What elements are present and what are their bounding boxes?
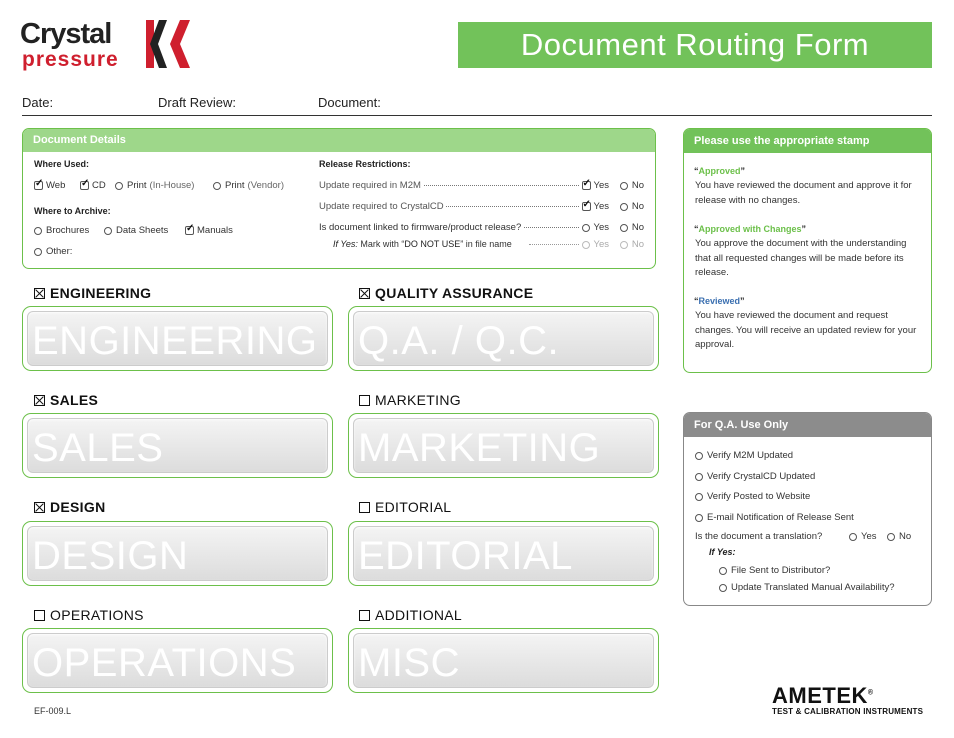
checkbox-checked-icon[interactable]	[582, 181, 591, 190]
qa-translation-no[interactable]: No	[887, 531, 911, 542]
page-title: Document Routing Form	[458, 22, 932, 68]
where-used-print-vendor[interactable]: Print (Vendor)	[213, 180, 284, 191]
release-m2m-yes[interactable]: ✓ Yes	[579, 180, 610, 191]
dept-label-sales[interactable]: SALES	[34, 392, 98, 408]
radio-icon[interactable]	[620, 224, 628, 232]
dept-stamp-qa[interactable]	[348, 306, 659, 371]
radio-icon[interactable]	[695, 493, 703, 501]
dept-watermark: SALES	[32, 426, 164, 470]
qa-panel	[683, 412, 932, 606]
radio-icon[interactable]	[719, 584, 727, 592]
release-ifyes-no[interactable]: No	[620, 239, 644, 250]
qa-update-translated-manual[interactable]: Update Translated Manual Availability?	[719, 582, 895, 593]
dept-stamp-misc[interactable]	[348, 628, 659, 693]
stamp-approved-changes-desc: You approve the document with the understanding that all requested changes will be made before its release.	[695, 238, 907, 278]
radio-icon[interactable]	[34, 227, 42, 235]
radio-icon[interactable]	[34, 248, 42, 256]
document-details-heading: Document Details	[23, 129, 655, 152]
dept-stamp-marketing[interactable]	[348, 413, 659, 478]
ametek-tagline: TEST & CALIBRATION INSTRUMENTS	[772, 707, 924, 716]
release-crystalcd-no[interactable]: No	[620, 201, 644, 212]
checkbox-checked-icon[interactable]	[80, 181, 89, 190]
logo-word-pressure: pressure	[22, 48, 119, 71]
archive-other[interactable]: Other:	[34, 246, 72, 257]
stamp-reviewed-name: “Reviewed”	[694, 296, 745, 306]
stamp-panel	[683, 128, 932, 373]
qa-verify-website[interactable]: Verify Posted to Website	[695, 491, 810, 502]
dept-label-design[interactable]: DESIGN	[34, 499, 105, 515]
form-code: EF-009.L	[34, 706, 72, 716]
qa-translation-yes[interactable]: Yes	[849, 531, 877, 542]
checkbox-x-icon[interactable]	[34, 502, 45, 513]
checkbox-checked-icon[interactable]	[34, 181, 43, 190]
release-firmware-no[interactable]: No	[620, 222, 644, 233]
release-row-if-yes: If Yes: Mark with “DO NOT USE” in file name Yes No	[333, 239, 644, 250]
checkbox-empty-icon[interactable]	[359, 395, 370, 406]
radio-icon[interactable]	[887, 533, 895, 541]
stamp-approved-name: “Approved”	[694, 166, 746, 176]
where-used-label: Where Used:	[34, 159, 90, 169]
radio-icon[interactable]	[620, 182, 628, 190]
qa-email-notification[interactable]: E-mail Notification of Release Sent	[695, 512, 854, 523]
checkbox-x-icon[interactable]	[359, 288, 370, 299]
release-row-m2m: Update required in M2M ✓ Yes No	[319, 180, 649, 194]
radio-icon[interactable]	[115, 182, 123, 190]
dept-watermark: DESIGN	[32, 534, 189, 578]
checkbox-x-icon[interactable]	[34, 395, 45, 406]
qa-heading: For Q.A. Use Only	[684, 413, 931, 437]
radio-icon[interactable]	[695, 452, 703, 460]
dept-watermark: Q.A. / Q.C.	[358, 319, 560, 363]
dept-stamp-operations[interactable]	[22, 628, 333, 693]
date-label: Date:	[22, 95, 54, 110]
checkbox-empty-icon[interactable]	[359, 502, 370, 513]
where-to-archive-label: Where to Archive:	[34, 206, 111, 216]
dept-stamp-sales[interactable]	[22, 413, 333, 478]
ametek-wordmark: AMETEK	[772, 683, 868, 708]
checkbox-empty-icon[interactable]	[34, 610, 45, 621]
dept-stamp-editorial[interactable]	[348, 521, 659, 586]
release-row-firmware: Is document linked to firmware/product release? Yes No	[319, 222, 644, 233]
release-ifyes-yes[interactable]: Yes	[579, 239, 610, 250]
radio-icon[interactable]	[582, 241, 590, 249]
dept-watermark: MISC	[358, 641, 460, 685]
crystal-pressure-logo	[20, 18, 175, 73]
logo-word-crystal: Crystal	[20, 18, 112, 50]
where-used-print-inhouse[interactable]: Print (In-House)	[115, 180, 194, 191]
dept-watermark: MARKETING	[358, 426, 601, 470]
checkbox-x-icon[interactable]	[34, 288, 45, 299]
archive-manuals[interactable]: ✓ Manuals	[185, 225, 233, 236]
radio-icon[interactable]	[695, 473, 703, 481]
logo-chevron-icon	[146, 20, 192, 68]
archive-brochures[interactable]: Brochures	[34, 225, 89, 236]
release-crystalcd-yes[interactable]: ✓ Yes	[579, 201, 610, 212]
release-restrictions-label: Release Restrictions:	[319, 159, 411, 169]
dept-label-quality-assurance[interactable]: QUALITY ASSURANCE	[359, 285, 533, 301]
dept-label-marketing[interactable]: MARKETING	[359, 392, 461, 408]
qa-file-sent-distributor[interactable]: File Sent to Distributor?	[719, 565, 830, 576]
dept-label-operations[interactable]: OPERATIONS	[34, 607, 144, 623]
ametek-logo: AMETEK® TEST & CALIBRATION INSTRUMENTS	[772, 683, 934, 716]
draft-review-label: Draft Review:	[158, 95, 237, 110]
release-m2m-no[interactable]: No	[620, 180, 644, 191]
dept-stamp-design[interactable]	[22, 521, 333, 586]
document-details-panel	[22, 128, 656, 269]
radio-icon[interactable]	[582, 224, 590, 232]
qa-if-yes: If Yes:	[709, 547, 736, 557]
archive-data-sheets[interactable]: Data Sheets	[104, 225, 168, 236]
where-used-cd[interactable]: ✓ CD	[80, 180, 106, 191]
release-row-crystalcd: Update required to CrystalCD ✓ Yes No	[319, 201, 649, 215]
dept-label-additional[interactable]: ADDITIONAL	[359, 607, 462, 623]
radio-icon[interactable]	[213, 182, 221, 190]
document-label: Document:	[318, 95, 381, 110]
qa-verify-m2m[interactable]: Verify M2M Updated	[695, 450, 793, 461]
qa-verify-crystalcd[interactable]: Verify CrystalCD Updated	[695, 471, 815, 482]
radio-icon[interactable]	[849, 533, 857, 541]
stamp-heading: Please use the appropriate stamp	[684, 129, 931, 153]
checkbox-empty-icon[interactable]	[359, 610, 370, 621]
dotted-leader	[529, 244, 579, 245]
dept-watermark: EDITORIAL	[358, 534, 573, 578]
qa-translation-question: Is the document a translation?	[695, 531, 823, 542]
radio-icon[interactable]	[695, 514, 703, 522]
stamp-approved-desc: You have reviewed the document and approve it for release with no changes.	[695, 180, 912, 206]
radio-icon[interactable]	[620, 241, 628, 249]
radio-icon[interactable]	[104, 227, 112, 235]
radio-icon[interactable]	[620, 203, 628, 211]
where-used-web[interactable]: ✓ Web	[34, 180, 65, 191]
dept-watermark: ENGINEERING	[32, 319, 318, 363]
checkbox-checked-icon[interactable]	[185, 226, 194, 235]
stamp-approved-changes-name: “Approved with Changes”	[694, 224, 807, 234]
checkbox-checked-icon[interactable]	[582, 202, 591, 211]
dept-label-engineering[interactable]: ENGINEERING	[34, 285, 151, 301]
dept-watermark: OPERATIONS	[32, 641, 297, 685]
release-firmware-yes[interactable]: Yes	[579, 222, 610, 233]
dept-stamp-engineering[interactable]	[22, 306, 333, 371]
dept-label-editorial[interactable]: EDITORIAL	[359, 499, 451, 515]
header-divider	[22, 115, 932, 116]
stamp-reviewed-desc: You have reviewed the document and request changes. You will receive an updated review for your approval.	[695, 310, 917, 350]
radio-icon[interactable]	[719, 567, 727, 575]
